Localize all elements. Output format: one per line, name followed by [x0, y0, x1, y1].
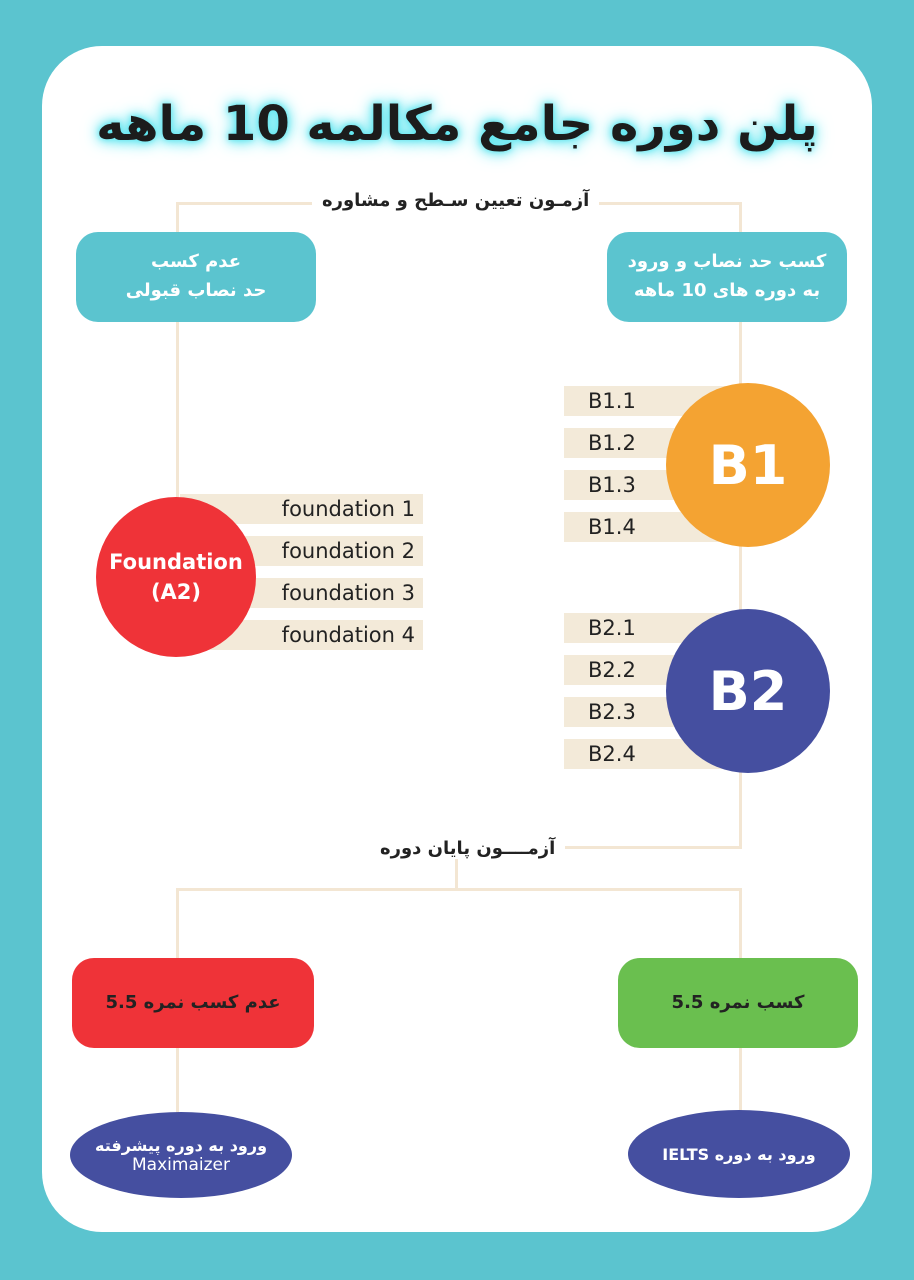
b1-item-3: B1.3 — [564, 470, 734, 500]
connector-split — [176, 888, 742, 891]
ielts-course-text: ورود به دوره IELTS — [662, 1144, 816, 1164]
foundation-title: Foundation — [109, 549, 243, 574]
fail-score-box — [72, 958, 314, 1048]
ielts-course-oval — [628, 1110, 850, 1198]
b2-item-4: B2.4 — [564, 739, 734, 769]
b2-item-1: B2.1 — [564, 613, 734, 643]
b1-item-1: B1.1 — [564, 386, 734, 416]
b2-circle — [666, 609, 830, 773]
foundation-circle — [96, 497, 256, 657]
fail-score-text: عدم کسب نمره 5.5 — [105, 991, 281, 1013]
advanced-course-oval — [70, 1112, 292, 1198]
foundation-item-2: foundation 2 — [180, 536, 423, 566]
page-title: پلن دوره جامع مکالمه 10 ماهه — [96, 96, 818, 152]
b1-item-2: B1.2 — [564, 428, 734, 458]
b2-item-3: B2.3 — [564, 697, 734, 727]
b1-label: B1 — [708, 433, 788, 497]
pass-score-text: کسب نمره 5.5 — [671, 991, 805, 1013]
fail-threshold-line2: حد نصاب قبولی — [125, 280, 267, 301]
b1-item-4: B1.4 — [564, 512, 734, 542]
b2-label: B2 — [708, 659, 788, 723]
final-test-label: آزمــــون پایان دوره — [370, 838, 565, 859]
b2-item-2: B2.2 — [564, 655, 734, 685]
foundation-level: (A2) — [150, 580, 202, 604]
fail-threshold-box — [76, 232, 316, 322]
pass-threshold-line2: به دوره های 10 ماهه — [633, 280, 821, 301]
placement-test-label: آزمـون تعیین سـطح و مشاوره — [312, 190, 599, 211]
advanced-course-line1: ورود به دوره پیشرفته — [94, 1135, 268, 1155]
pass-threshold-box — [607, 232, 847, 322]
foundation-item-4: foundation 4 — [180, 620, 423, 650]
foundation-item-3: foundation 3 — [180, 578, 423, 608]
advanced-course-line2: Maximaizer — [132, 1154, 230, 1175]
pass-threshold-line1: کسب حد نصاب و ورود — [627, 251, 827, 273]
fail-threshold-line1: عدم کسب — [151, 251, 241, 273]
b1-circle — [666, 383, 830, 547]
foundation-item-1: foundation 1 — [180, 494, 423, 524]
pass-score-box — [618, 958, 858, 1048]
